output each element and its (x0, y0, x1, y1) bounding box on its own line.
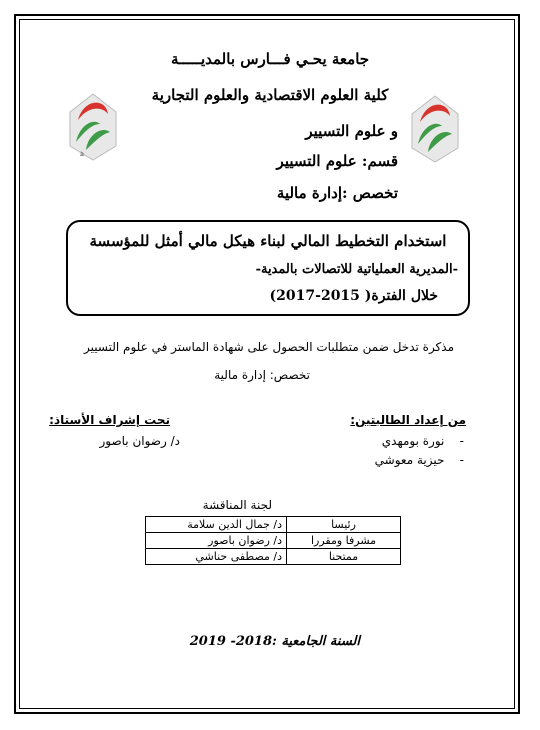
list-bullet: - (459, 453, 464, 467)
committee-table (145, 516, 401, 565)
committee-member-role: ممتحنا (287, 549, 401, 565)
specialty: تخصص :إدارة مالية (276, 184, 398, 202)
supervisor-name: د/ رضوان باصور (99, 434, 180, 448)
svg-text:ﻫ: ﻫ (80, 149, 85, 159)
thesis-period: خلال الفترة( 2015-2017) (269, 288, 438, 304)
committee-member-role: مشرفا ومقررا (287, 533, 401, 549)
university-logo-icon (404, 92, 466, 164)
committee-member-name: د/ مصطفى حناشي (146, 549, 287, 565)
list-bullet: - (459, 434, 464, 448)
student-name: حيزية معوشي (374, 453, 445, 467)
department: قسم: علوم التسيير (276, 152, 398, 170)
supervisor-heading: تحت إشراف الأستاذ: (49, 413, 170, 427)
university-logo-icon (62, 90, 124, 162)
committee-member-role: رئيسا (287, 517, 401, 533)
memo-line-2: تخصص: إدارة مالية (214, 368, 310, 382)
university-name: جامعة يحـي فـــارس بالمديـــــة (170, 50, 370, 68)
students-heading: من إعداد الطالبتين: (350, 413, 466, 427)
thesis-subtitle: -المديرية العملياتية للاتصالات بالمدية- (255, 262, 458, 277)
table-row (146, 517, 401, 533)
thesis-title: استخدام التخطيط المالي لبناء هيكل مالي أمثل للمؤسسة (89, 232, 447, 250)
committee-member-name: د/ جمال الدين سلامة (146, 517, 287, 533)
committee-heading: لجنة المناقشة (202, 498, 272, 512)
committee-member-name: د/ رضوان باصور (146, 533, 287, 549)
academic-year: السنة الجامعية :2018- 2019 (189, 634, 360, 649)
memo-line-1: مذكرة تدخل ضمن متطلبات الحصول على شهادة الماستر في علوم التسيير (84, 340, 454, 354)
student-name: نورة بومهدي (381, 434, 445, 448)
faculty-name-2: و علوم التسيير (305, 122, 398, 140)
student-item (340, 453, 464, 467)
faculty-name: كلية العلوم الاقتصادية والعلوم التجارية (151, 86, 389, 104)
table-row (146, 533, 401, 549)
table-row (146, 549, 401, 565)
student-item (340, 434, 464, 448)
